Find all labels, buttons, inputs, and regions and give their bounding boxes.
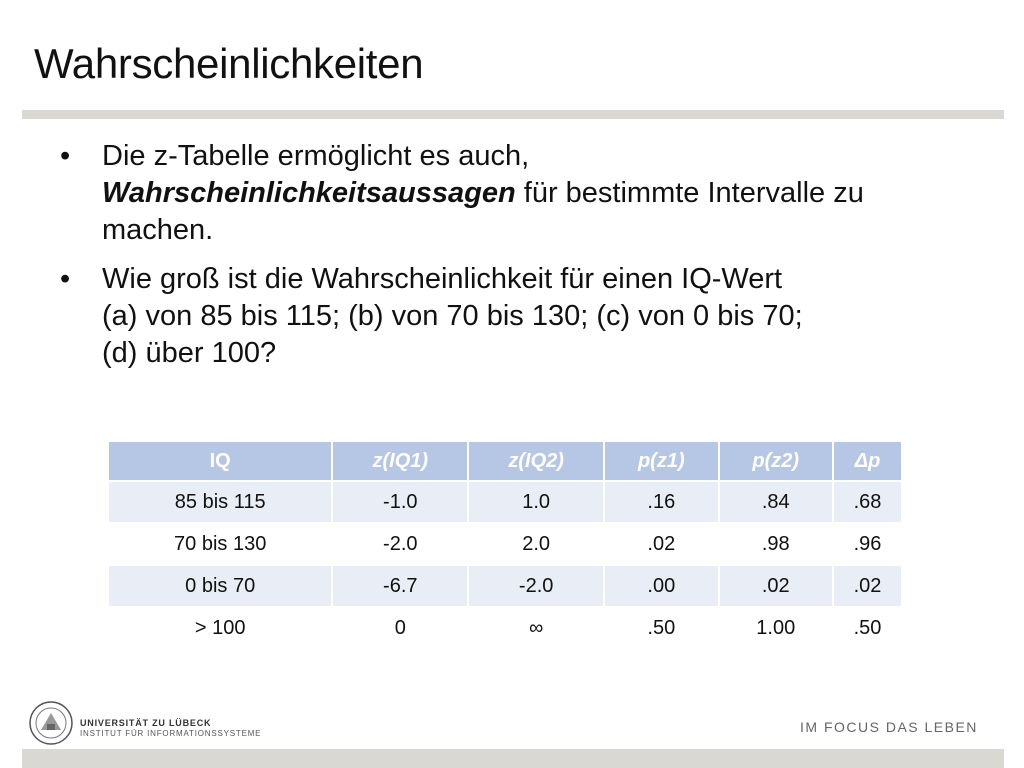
- bullet-dot-icon: •: [60, 140, 71, 172]
- table-cell: 0 bis 70: [109, 566, 331, 606]
- table-cell: .98: [720, 524, 832, 564]
- bullet-item-2: [60, 261, 950, 372]
- table-row: [109, 566, 901, 606]
- header-p1: p(z1): [605, 442, 717, 480]
- table-cell: -2.0: [333, 524, 467, 564]
- bullet-item-1: [60, 138, 950, 249]
- bullet-2-line-2: (a) von 85 bis 115; (b) von 70 bis 130; (c) von 0 bis 70;: [102, 300, 803, 332]
- institute-name: INSTITUT FÜR INFORMATIONSSYSTEME: [80, 729, 262, 738]
- table-cell: > 100: [109, 608, 331, 648]
- table-cell: .02: [720, 566, 832, 606]
- university-name: UNIVERSITÄT ZU LÜBECK: [80, 718, 212, 728]
- table-cell: -1.0: [333, 482, 467, 522]
- table-cell: -2.0: [469, 566, 603, 606]
- table-header-row: [109, 442, 901, 480]
- table-cell: .02: [605, 524, 717, 564]
- bullet-dot-icon: •: [60, 263, 71, 295]
- table-cell: 1.0: [469, 482, 603, 522]
- university-seal-icon: [28, 700, 74, 746]
- title-divider: [22, 110, 1004, 119]
- table-cell: .50: [834, 608, 901, 648]
- table-cell: .50: [605, 608, 717, 648]
- table-cell: .00: [605, 566, 717, 606]
- bullet-list: [60, 138, 950, 384]
- table-cell: ∞: [469, 608, 603, 648]
- table-cell: .68: [834, 482, 901, 522]
- table-cell: 0: [333, 608, 467, 648]
- bullet-1-suffix: für bestimmte Intervalle zu machen.: [102, 177, 864, 246]
- table-row: [109, 608, 901, 648]
- slide-title: Wahrscheinlichkeiten: [34, 40, 424, 87]
- header-delta-p: Δp: [834, 442, 901, 480]
- table-cell: 2.0: [469, 524, 603, 564]
- table-cell: .96: [834, 524, 901, 564]
- footer-bar: [22, 749, 1004, 768]
- table-cell: .16: [605, 482, 717, 522]
- bullet-1-emphasis: Wahrscheinlichkeitsaussagen: [102, 177, 516, 209]
- table-cell: .02: [834, 566, 901, 606]
- table-cell: 70 bis 130: [109, 524, 331, 564]
- table-row: [109, 482, 901, 522]
- header-z1: z(IQ1): [333, 442, 467, 480]
- table-cell: 1.00: [720, 608, 832, 648]
- bullet-1-prefix: Die z-Tabelle ermöglicht es auch,: [102, 140, 530, 172]
- table-cell: 85 bis 115: [109, 482, 331, 522]
- footer-motto: IM FOCUS DAS LEBEN: [800, 719, 978, 735]
- z-table: [107, 440, 903, 650]
- header-z2: z(IQ2): [469, 442, 603, 480]
- header-p2: p(z2): [720, 442, 832, 480]
- header-iq: IQ: [109, 442, 331, 480]
- table-cell: .84: [720, 482, 832, 522]
- table-cell: -6.7: [333, 566, 467, 606]
- table-row: [109, 524, 901, 564]
- bullet-2-line-3: (d) über 100?: [102, 337, 277, 369]
- bullet-2-line-1: Wie groß ist die Wahrscheinlichkeit für einen IQ-Wert: [102, 263, 783, 295]
